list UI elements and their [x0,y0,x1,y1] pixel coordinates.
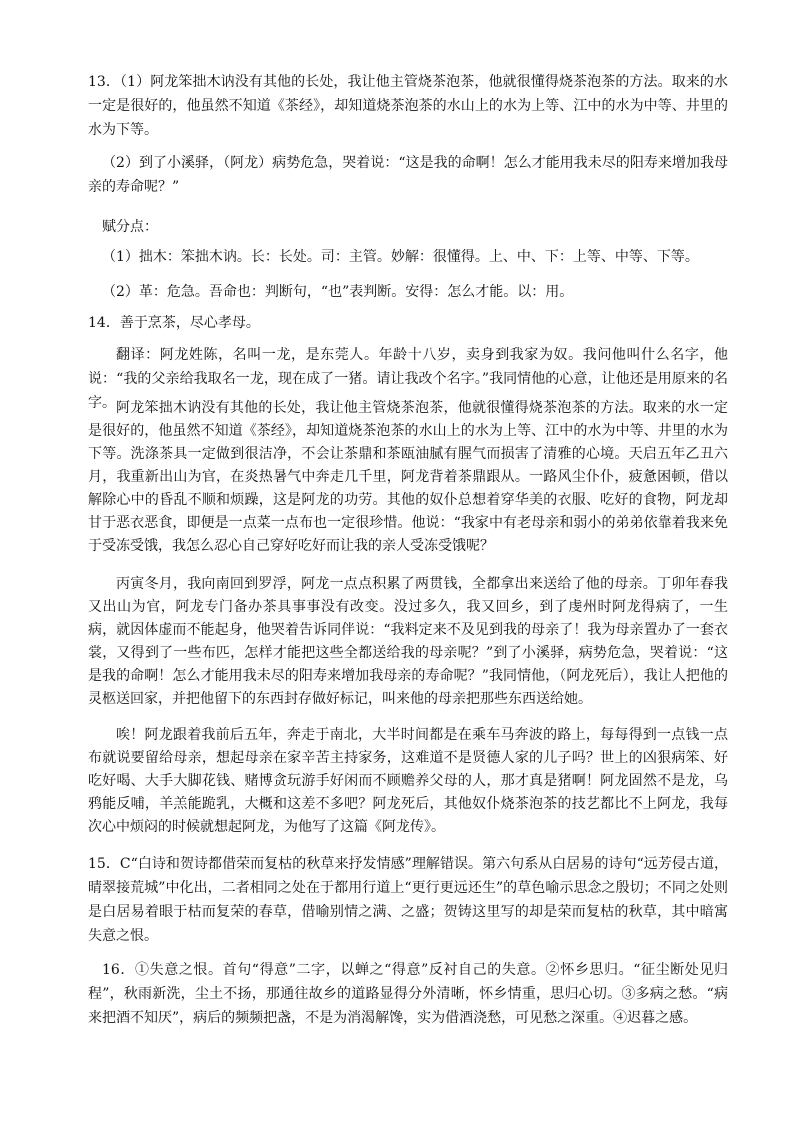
scoring-points-heading: 赋分点： [102,219,158,235]
answer-13-part-2: （2）到了小溪驿，（阿龙）病势危急，哭着说：“这是我的命啊！怎么才能用我未尽的阳寿来增加我母亲的寿命呢？” [88,155,728,195]
scoring-point-1: （1）拙木：笨拙木讷。长：长处。司：主管。妙解：很懂得。上、中、下：上等、中等、下等。 [102,249,699,265]
answer-15: 15．C“白诗和贺诗都借荣而复枯的秋草来抒发情感”理解错误。第六句系从白居易的诗句“远芳侵古道，晴翠接荒城”中化出，二者相同之处在于都用行道上“更行更远还生”的草色喻示思念之殷切；不同之处则是白居易着眼于枯而复荣的春草，借喻别情之满、之盛；贺铸这里写的却是荣而复枯的秋草，其中暗寓失意之恨。 [88,856,728,944]
translation-intro: 翻译：阿龙姓陈，名叫一龙，是东莞人。年龄十八岁，卖身到我家为奴。我问他叫什么名字，他说：“我的父亲给我取名一龙，现在成了一猪。请让我改个名字。”我同情他的心意，让他还是用原来的名字。 [88,347,728,411]
answer-16: 16．①失意之恨。首句“得意”二字，以蝉之“得意”反衬自己的失意。②怀乡思归。“征尘断处见归程”，秋雨新洗，尘土不扬，那通往故乡的道路显得分外清晰，怀乡情重，思归心切。③多病之愁。“病来把酒不知厌”，病后的频频把盏，不是为消渴解馋，实为借酒浇愁，可见愁之深重。④迟暮之感。 [88,962,728,1026]
translation-paragraph-2: 丙寅冬月，我向南回到罗浮，阿龙一点点积累了两贯钱，全都拿出来送给了他的母亲。丁卯年春我又出山为官，阿龙专门备办茶具事事没有改变。没过多久，我又回乡，到了虔州时阿龙得病了，一生病，就因体虚而不能起身，他哭着告诉同伴说：“我料定来不及见到我的母亲了！我为母亲置办了一套衣裳，又得到了一些布匹，怎样才能把这些全都送给我的母亲呢？”到了小溪驿，病势危急，哭着说：“这是我的命啊！怎么才能用我未尽的阳寿来增加我母亲的寿命呢？”我同情他，（阿龙死后），我让人把他的灵柩送回家，并把他留下的东西封存做好标记，叫来他的母亲把那些东西送给她。 [88,576,728,707]
answer-13-part-1: 13．（1）阿龙笨拙木讷没有其他的长处，我让他主管烧茶泡茶，他就很懂得烧茶泡茶的方法。取来的水一定是很好的，他虽然不知道《茶经》，却知道烧茶泡茶的水山上的水为上等、江中的水为中等、井里的水为下等。 [88,74,728,138]
translation-paragraph-1: 阿龙笨拙木讷没有其他的长处，我让他主管烧茶泡茶，他就很懂得烧茶泡茶的方法。取来的水一定是很好的，他虽然不知道《茶经》，却知道烧茶泡茶的水山上的水为上等、江中的水为中等、井里的水为下等。洗涤茶具一定做到很洁净，不会让茶鼎和茶瓯油腻有腥气而损害了清雅的心境。天启五年乙丑六月，我重新出山为官，在炎热暑气中奔走几千里，阿龙背着茶鼎跟从。一路风尘仆仆，疲惫困顿，借以解除心中的昏乱不顺和烦躁，这是阿龙的功劳。其他的奴仆总想着穿华美的衣服、吃好的食物，阿龙却甘于恶衣恶食，即便是一点菜一点布也一定很珍惜。他说：“我家中有老母亲和弱小的弟弟依靠着我来免于受冻受饿，我怎么忍心自己穿好吃好而让我的亲人受冻受饿呢？ [88,400,728,554]
answer-14: 14．善于烹茶，尽心孝母。 [88,315,260,331]
scoring-point-2: （2）革：危急。吾命也：判断句，“也”表判断。安得：怎么才能。以：用。 [102,284,574,300]
translation-paragraph-3: 唉！阿龙跟着我前后五年，奔走于南北，大半时间都是在乘车马奔波的路上，每每得到一点钱一点布就说要留给母亲，想起母亲在家辛苦主持家务，这难道不是贤德人家的儿子吗？世上的凶狠病笨、好吃好喝、大手大脚花钱、赌博贪玩游手好闲而不顾赡养父母的人，那才真是猪啊！阿龙固然不是龙，乌鸦能反哺，羊羔能跪乳，大概和这差不多吧？阿龙死后，其他奴仆烧茶泡茶的技艺都比不上阿龙，我每次心中烦闷的时候就想起阿龙，为他写了这篇《阿龙传》。 [88,727,728,835]
